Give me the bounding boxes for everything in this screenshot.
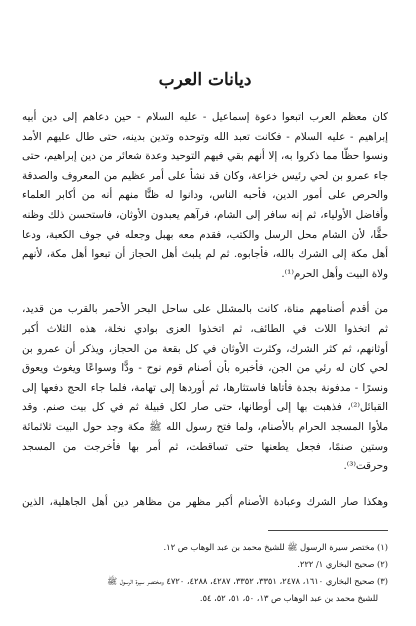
text-line: جاء عمرو بن لحي رئيس خزاعة، وكان قد نشأ على أمر عظيم من المعروف والصدقة [22, 169, 388, 182]
footnote-3-continued: للشيخ محمد بن عبد الوهاب ص ١٣، ٥٠، ٥١، ٥٢، ٥٤. [199, 593, 378, 604]
text-line: وهكذا صار الشرك وعبادة الأصنام أكبر مظهر من مظاهر دين أهل الجاهلية، الذين [22, 495, 388, 508]
text-line: أوثانهم، ثم كثر الشرك، وكثرت الأوثان في كل بقعة من الحجاز، ويذكر أن عمرو بن [22, 342, 388, 355]
text-line: من أقدم أصنامهم مناة، كانت بالمشلل على ساحل البحر الأحمر بالقرب من قديد، [22, 303, 388, 316]
footnote-1: (١) مختصر سيرة الرسول ﷺ للشيخ محمد بن عبد الوهاب ص ١٢. [163, 542, 388, 553]
text-line: والحرص على أمور الدين، فأحبه الناس، ودانوا له ظنًّا منهم أنه من أكابر العلماء [22, 189, 388, 202]
text-line: ثم اتخذوا اللات في الطائف، ثم اتخذوا العزى بوادي نخلة، هذه الثلاث أكبر [22, 322, 388, 335]
footnote-divider [268, 530, 388, 531]
text-line: حقًّا، لأن الشام محل الرسل والكتب، فقدم معه بهبل وجعله في جوف الكعبة، ودعا [22, 228, 388, 241]
paragraph-1 [22, 108, 388, 284]
chapter-title: ديانات العرب [158, 70, 252, 90]
text-line: كان معظم العرب اتبعوا دعوة إسماعيل - عليه السلام - حين دعاهم إلى دين أبيه [22, 111, 388, 123]
text-line: وستين صنمًا، فجعل يطعنها حتى تساقطت، ثم أمر بها فأخرجت من المسجد [22, 440, 388, 453]
paragraph-3 [22, 493, 388, 513]
text-line: ولاة البيت وأهل الحرم⁽¹⁾. [281, 267, 388, 280]
text-line: أهل مكة إلى الشرك بالله، فأجابوه. ثم لم يلبث أهل الحجاز أن تبعوا أهل مكة، لأنهم [22, 248, 388, 261]
text-line: القبائل⁽²⁾، فذهبت بها إلى أوطانها، حتى صار لكل قبيلة ثم في كل بيت صنم. وقد [22, 401, 388, 414]
text-line: إبراهيم - عليه السلام - فكانت تعبد الله وتوحده وتدين بدينه، حتى طال عليهم الأمد [22, 130, 388, 143]
text-line: وأفاضل الأولياء، ثم إنه سافر إلى الشام، فرآهم يعبدون الأوثان، فاستحسن ذلك وظنه [22, 208, 388, 221]
paragraph-2 [22, 300, 388, 476]
footnote-3: (٣) صحيح البخاري ١٦١٠، ٢٤٧٨، ٣٣٥١، ٣٣٥٢، ٤٢٨٧، ٤٢٨٨، ٤٧٢٠ ومختصر سيرة الرسول ﷺ [107, 576, 388, 587]
text-line: ونسرًا - مدفونة بجدة فأتاها فاستثارها، ثم أوردها إلى تهامة، فلما جاء الحج دفعها إلى [22, 381, 388, 394]
footnotes [22, 539, 388, 607]
footnote-2: (٢) صحيح البخاري ١/ ٢٢٢. [297, 559, 388, 570]
text-line: ونسوا حظًّا مما ذكروا به، إلا أنهم بقي فيهم التوحيد وعدة شعائر من دين إبراهيم، حتى [22, 150, 388, 163]
text-line: لحي كان له رئي من الجن، فأخبره بأن أصنام قوم نوح - ودًّا وسواعًا ويغوث ويعوق [22, 362, 388, 375]
text-line: ملأوا المسجد الحرام بالأصنام، ولما فتح رسول الله ﷺ مكة وجد حول البيت ثلاثمائة [22, 420, 388, 433]
text-line: وحرقت⁽³⁾. [343, 460, 388, 473]
